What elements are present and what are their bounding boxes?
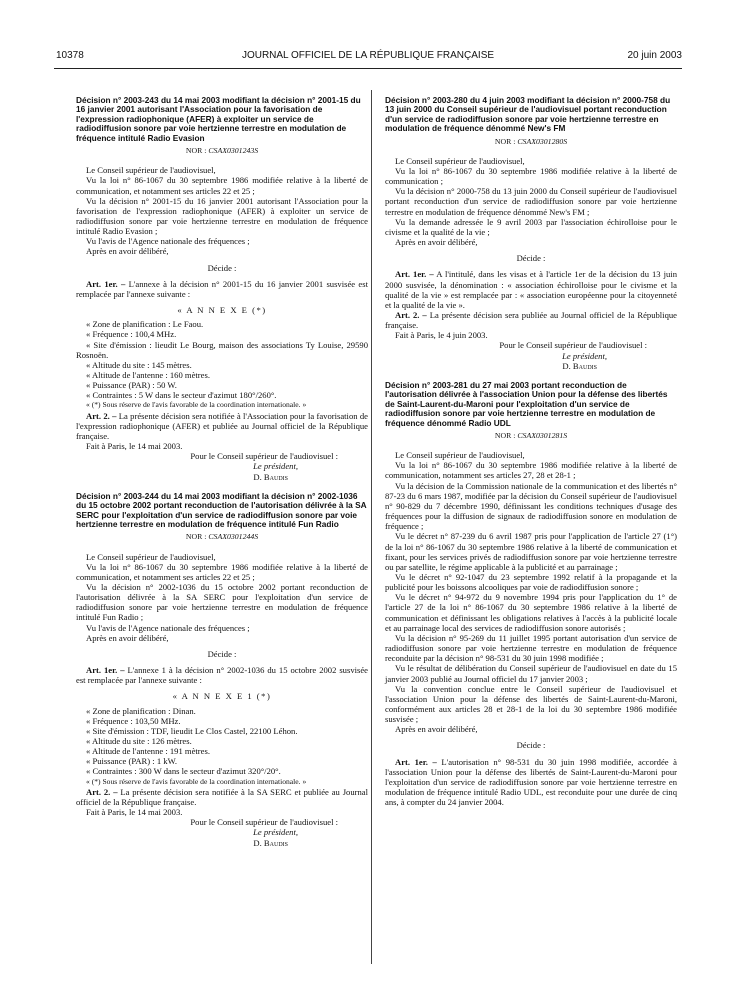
paragraph: Vu le décret n° 94-972 du 9 novembre 1994 pris pour l'application du 1° de l'article 27 de la loi n° 86-1067 du 30 septembre 1986 relative à la liberté de communication et définissant les obligations relatives à l'accès à la publicité locale et au parrainage local des services de radiodiffusion sonore autorisés ;	[385, 592, 677, 633]
decide-heading: Décide :	[207, 648, 237, 659]
decide-heading: Décide :	[207, 262, 237, 273]
article-2: Art. 2. – La présente décision sera publiée au Journal officiel de la République française.	[385, 309, 677, 331]
column-divider	[371, 90, 372, 964]
header-rule	[54, 68, 682, 69]
annex-heading: « A N N E X E 1 (*)	[172, 691, 272, 702]
signature-pour: Pour le Conseil supérieur de l'audiovisuel :	[499, 340, 647, 351]
paragraph: Vu la décision n° 2000-758 du 13 juin 2000 du Conseil supérieur de l'audiovisuel portant reconduction d'un service de radiodiffusion sonore par voie hertzienne terrestre en modulation de fréquence dénommé New's FM ;	[385, 186, 677, 217]
signature-pour: Pour le Conseil supérieur de l'audiovisuel :	[190, 817, 338, 828]
decision-title: Décision n° 2003-280 du 4 juin 2003 modifiant la décision n° 2000-758 du 13 juin 2000 du Conseil supérieur de l'audiovisuel portant reconduction d'un service de radiodiffusion sonore par voie hertzienne terrestre en modulation de fréquence dénommé New's FM	[385, 95, 671, 134]
annex-item: « Contraintes : 5 W dans le secteur d'azimut 180°/260°.	[86, 390, 277, 401]
left-column	[76, 96, 368, 848]
signature-name: D. Baudis	[253, 837, 288, 848]
decision-title: Décision n° 2003-244 du 14 mai 2003 modifiant la décision n° 2002-1036 du 15 octobre 2002 portant reconduction de l'autorisation délivrée à la SA SERC pour l'exploitation d'un service de radiodiffusion sonore par voie hertzienne terrestre en modulation de fréquence intitulé Fun Radio	[76, 490, 367, 529]
right-column	[385, 96, 677, 807]
decide-heading: Décide :	[516, 253, 546, 264]
annex-item: « Altitude de l'antenne : 191 mètres.	[86, 746, 210, 757]
paragraph: Après en avoir délibéré,	[86, 246, 169, 257]
nor-reference: NOR : CSAX0301244S	[185, 532, 259, 542]
annex-item: « Zone de planification : Dinan.	[86, 705, 196, 716]
paragraph: Vu la loi n° 86-1067 du 30 septembre 1986 modifiée relative à la liberté de communication ;	[385, 165, 677, 187]
annex-item: « Altitude du site : 126 mètres.	[86, 736, 192, 746]
paragraph: Le Conseil supérieur de l'audiovisuel,	[86, 165, 216, 176]
decision-title: Décision n° 2003-243 du 14 mai 2003 modifiant la décision n° 2001-15 du 16 janvier 2001 autorisant l'Association pour la favorisation de l'expression radiophonique (AFER) à exploiter un service de radiodiffusion sonore par voie hertzienne terrestre en modulation de fréquence intitulé Radio Evasion	[76, 95, 361, 143]
journal-title: JOURNAL OFFICIEL DE LA RÉPUBLIQUE FRANÇAISE	[241, 50, 495, 61]
signature-title: Le président,	[562, 350, 607, 361]
page-header	[54, 50, 682, 64]
paragraph: Après en avoir délibéré,	[395, 237, 478, 248]
annex-item: « Altitude du site : 145 mètres.	[86, 359, 192, 370]
fait-line: Fait à Paris, le 14 mai 2003.	[86, 441, 183, 452]
decision-title: Décision n° 2003-281 du 27 mai 2003 portant reconduction de l'autorisation délivrée à l'association Union pour la défense des libertés de Saint-Laurent-du-Maroni pour l'exploitation d'un service de radiodiffusion sonore par voie hertzienne terrestre en modulation de fréquence dénommé Radio UDL	[385, 379, 668, 428]
annex-heading: « A N N E X E (*)	[177, 305, 267, 316]
annex-item: « Puissance (PAR) : 1 kW.	[86, 756, 178, 767]
article-1: Art. 1er. – A l'intitulé, dans les visas et à l'article 1er de la décision du 13 juin 2000 susvisée, la dénomination : « association échirolloise pour le civisme et la qualité de la vie » est remplacée par : « association européenne pour la citoyenneté et la qualité de la vie ».	[385, 269, 677, 310]
paragraph: Vu la loi n° 86-1067 du 30 septembre 1986 modifiée relative à la liberté de communication, notamment ses articles 27, 28 et 28-1 ;	[385, 460, 677, 481]
paragraph: Vu la convention conclue entre le Conseil supérieur de l'audiovisuel et l'association Union pour la défense des libertés de Saint-Laurent-du-Maroni, conformément aux articles 28 et 28-1 de la loi du 30 septembre 1986 modifiée susvisée ;	[385, 683, 677, 725]
nor-reference: NOR : CSAX0301281S	[494, 430, 568, 440]
nor-reference: NOR : CSAX0301243S	[185, 146, 259, 156]
annex-note: « (*) Sous réserve de l'avis favorable de la coordination internationale. »	[86, 776, 307, 786]
paragraph: Le Conseil supérieur de l'audiovisuel,	[395, 155, 525, 166]
signature-pour: Pour le Conseil supérieur de l'audiovisuel :	[190, 451, 338, 462]
decision-2003-244	[76, 492, 368, 848]
paragraph: Vu le décret n° 87-239 du 6 avril 1987 pris pour l'application de l'article 27 (1°) de la loi n° 86-1067 du 30 septembre 1986 relative à la liberté de communication et fixant, pour les services privés de radiodiffusion sonore par voie hertzienne terrestre ou par satellite, le régime applicable à la publicité et au parrainage ;	[385, 531, 677, 572]
paragraph: Vu la décision n° 2001-15 du 16 janvier 2001 autorisant l'Association pour la favorisation de l'expression radiophonique (AFER) à exploiter un service de radiodiffusion sonore par voie hertzienne terrestre en modulation de fréquence intitulé Radio Evasion ;	[76, 195, 368, 237]
signature-title: Le président,	[253, 827, 298, 838]
paragraph: Vu la décision n° 2002-1036 du 15 octobre 2002 portant reconduction de l'autorisation délivrée à la SA SERC pour l'exploitation d'un service de radiodiffusion sonore par voie hertzienne terrestre en modulation de fréquence intitulé Fun Radio ;	[76, 581, 368, 623]
article-1: Art. 1er. – L'annexe à la décision n° 2001-15 du 16 janvier 2001 susvisée est remplacée par l'annexe suivante :	[76, 278, 368, 299]
annex-item: « Fréquence : 100,4 MHz.	[86, 329, 177, 340]
annex-item: « Zone de planification : Le Faou.	[86, 319, 204, 330]
paragraph: Après en avoir délibéré,	[395, 724, 478, 735]
annex-item: « Puissance (PAR) : 50 W.	[86, 380, 177, 391]
annex-item: « Site d'émission : lieudit Le Bourg, maison des associations Ty Louise, 29590 Rosnoën.	[76, 339, 368, 360]
signature-name: D. Baudis	[562, 360, 597, 371]
paragraph: Vu l'avis de l'Agence nationale des fréquences ;	[86, 622, 250, 633]
paragraph: Vu la demande adressée le 9 avril 2003 par l'association échirolloise pour le civisme et la qualité de la vie ;	[385, 216, 677, 237]
decide-heading: Décide :	[516, 740, 546, 751]
paragraph: Vu le résultat de délibération du Conseil supérieur de l'audiovisuel en date du 15 janvier 2003 publié au Journal officiel du 17 janvier 2003 ;	[385, 663, 677, 684]
signature-title: Le président,	[253, 461, 298, 472]
annex-note: « (*) Sous réserve de l'avis favorable de la coordination internationale. »	[86, 400, 307, 410]
paragraph: Le Conseil supérieur de l'audiovisuel,	[395, 450, 525, 461]
annex-item: « Fréquence : 103,50 MHz.	[86, 715, 181, 726]
annex-item: « Altitude de l'antenne : 160 mètres.	[86, 370, 210, 380]
paragraph: Vu la décision n° 95-269 du 11 juillet 1995 portant autorisation d'un service de radiodiffusion sonore par voie hertzienne terrestre en modulation de fréquence reconduite par la décision n° 98-531 du 30 juin 1998 modifiée ;	[385, 632, 677, 664]
fait-line: Fait à Paris, le 4 juin 2003.	[395, 330, 488, 341]
issue-date: 20 juin 2003	[627, 50, 682, 61]
annex-item: « Site d'émission : TDF, lieudit Le Clos Castel, 22100 Léhon.	[86, 725, 298, 736]
paragraph: Vu la loi n° 86-1067 du 30 septembre 1986 modifiée relative à la liberté de communication, et notamment ses articles 22 et 25 ;	[76, 175, 368, 196]
article-2: Art. 2. – La présente décision sera notifiée à la SA SERC et publiée au Journal officiel de la République française.	[76, 786, 368, 807]
paragraph: Vu la décision de la Commission nationale de la communication et des libertés n° 87-23 du 6 mars 1987, modifiée par la décision du Conseil supérieur de l'audiovisuel n° 90-829 du 7 décembre 1990, définissant les conditions techniques d'usage des fréquences pour la diffusion de signaux de radiodiffusion sonore en modulation de fréquence ;	[385, 480, 677, 532]
paragraph: Vu la loi n° 86-1067 du 30 septembre 1986 modifiée relative à la liberté de communication, et notamment ses articles 22 et 25 ;	[76, 561, 368, 582]
article-1: Art. 1er. – L'annexe 1 à la décision n° 2002-1036 du 15 octobre 2002 susvisée est remplacée par l'annexe suivante :	[76, 665, 368, 686]
paragraph: Le Conseil supérieur de l'audiovisuel,	[86, 551, 216, 562]
article-1: Art. 1er. – L'autorisation n° 98-531 du 30 juin 1998 modifiée, accordée à l'association Union pour la défense des libertés de Saint-Laurent-du-Maroni pour l'exploitation d'un service de radiodiffusion sonore par voie hertzienne terrestre en modulation de fréquence intitulé Radio UDL, est reconduite pour une durée de cinq ans, à compter du 24 janvier 2004.	[385, 756, 677, 808]
paragraph: Vu le décret n° 92-1047 du 23 septembre 1992 relatif à la propagande et la publicité pour les boissons alcooliques par voie de radiodiffusion sonore ;	[385, 571, 677, 593]
fait-line: Fait à Paris, le 14 mai 2003.	[86, 807, 183, 818]
annex-item: « Contraintes : 300 W dans le secteur d'azimut 320°/20°.	[86, 766, 281, 777]
nor-reference: NOR : CSAX0301280S	[494, 136, 568, 146]
paragraph: Après en avoir délibéré,	[86, 632, 169, 643]
decision-2003-281	[385, 381, 677, 808]
page-number: 10378	[56, 50, 84, 61]
article-2: Art. 2. – La présente décision sera notifiée à l'Association pour la favorisation de l'expression radiophonique (AFER) et publiée au Journal officiel de la République française.	[76, 410, 368, 441]
signature-name: D. Baudis	[253, 471, 288, 482]
decision-2003-280	[385, 96, 677, 371]
paragraph: Vu l'avis de l'Agence nationale des fréquences ;	[86, 236, 250, 247]
decision-2003-243	[76, 96, 368, 482]
